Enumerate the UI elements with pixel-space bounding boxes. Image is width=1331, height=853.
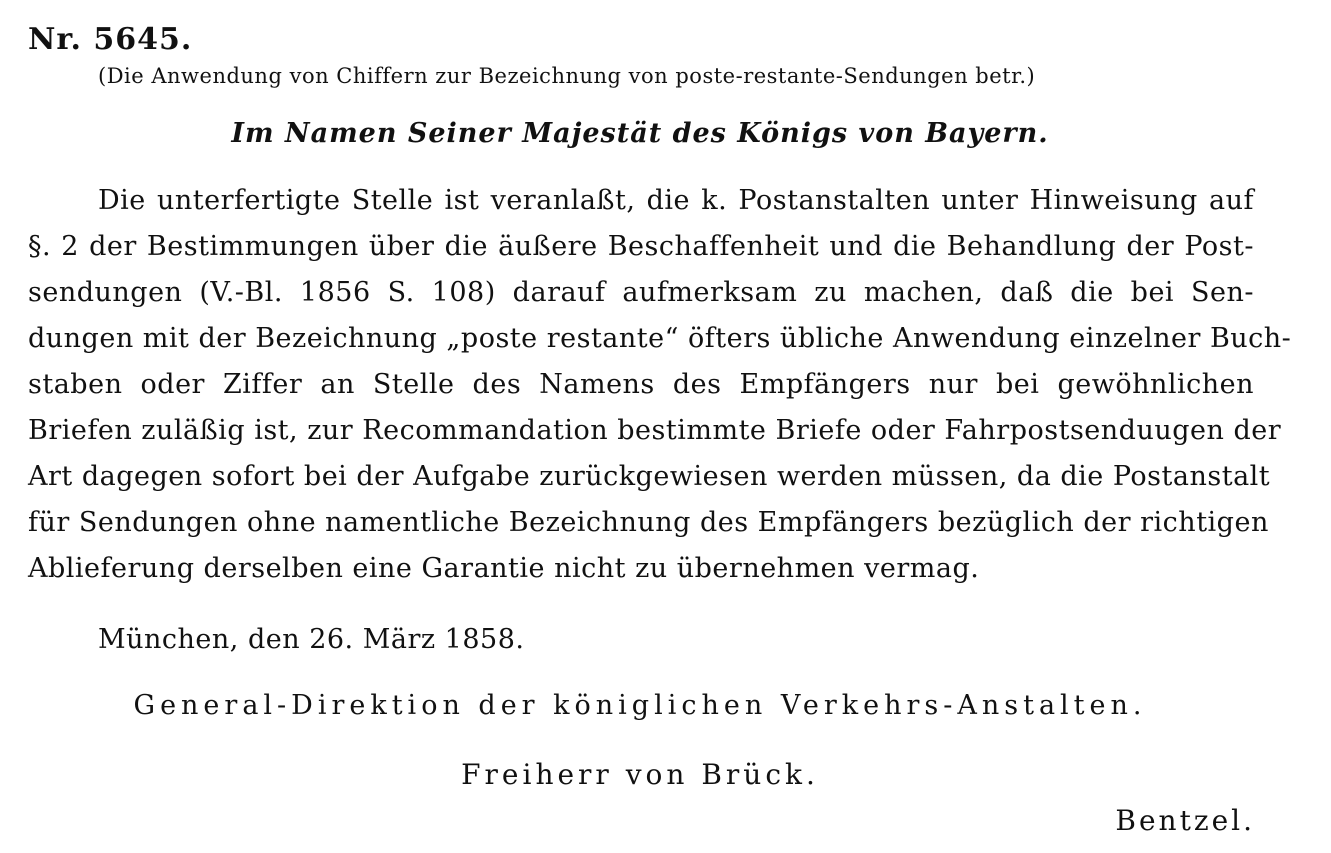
body-line: dungen mit der Bezeichnung „poste restante“ öfters übliche Anwendung einzelner Buch- xyxy=(28,323,1292,354)
document-subject: (Die Anwendung von Chiffern zur Bezeichnung von poste-restante-Sendungen betr.) xyxy=(98,64,1036,88)
body-line: §. 2 der Bestimmungen über die äußere Beschaffenheit und die Behandlung der Post- xyxy=(28,231,1254,262)
body-line: Briefen zuläßig ist, zur Recommandation bestimmte Briefe oder Fahrpostsenduugen der xyxy=(28,415,1282,446)
body-line: Ablieferung derselben eine Garantie nicht zu übernehmen vermag. xyxy=(28,553,980,584)
signatory-name: Freiherr von Brück. xyxy=(461,758,819,791)
document-number: Nr. 5645. xyxy=(28,22,193,57)
body-line: Die unterfertigte Stelle ist veranlaßt, die k. Postanstalten unter Hinweisung auf xyxy=(98,185,1254,216)
body-paragraph xyxy=(28,178,1292,592)
place-and-date: München, den 26. März 1858. xyxy=(98,624,525,655)
royal-invocation: Im Namen Seiner Majestät des Königs von Bayern. xyxy=(231,118,1049,149)
body-line: sendungen (V.-Bl. 1856 S. 108) darauf aufmerksam zu machen, daß die bei Sen- xyxy=(28,277,1254,308)
body-line: für Sendungen ohne namentliche Bezeichnung des Empfängers bezüglich der richtigen xyxy=(28,507,1269,538)
issuing-authority: General-Direktion der königlichen Verkehrs-Anstalten. xyxy=(133,690,1147,721)
body-line: staben oder Ziffer an Stelle des Namens des Empfängers nur bei gewöhnlichen xyxy=(28,369,1254,400)
countersignature-name: Bentzel. xyxy=(1115,804,1255,837)
body-line: Art dagegen sofort bei der Aufgabe zurückgewiesen werden müssen, da die Postanstalt xyxy=(28,461,1271,492)
